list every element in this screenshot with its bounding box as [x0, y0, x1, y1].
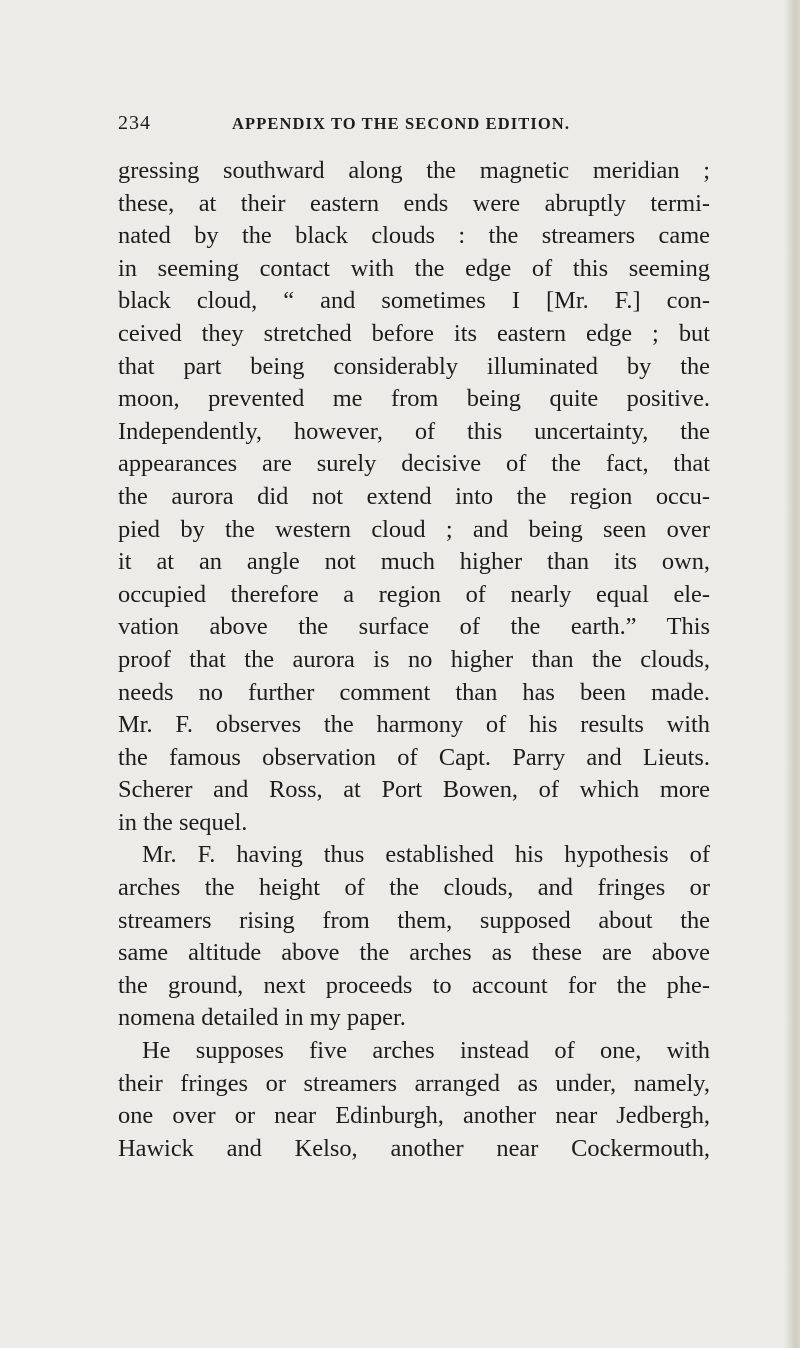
text-line: it at an angle not much higher than its own,	[118, 548, 710, 576]
text-line: needs no further comment than has been made.	[118, 678, 710, 706]
text-line: nated by the black clouds : the streamers came	[118, 222, 710, 250]
text-line: He supposes five arches instead of one, with	[142, 1037, 710, 1065]
text-line: Mr. F. observes the harmony of his results with	[118, 711, 710, 739]
page-edge-shadow	[784, 0, 800, 1348]
text-line: the famous observation of Capt. Parry and Lieuts.	[118, 743, 710, 771]
text-line: in seeming contact with the edge of this seeming	[118, 254, 710, 282]
text-line: nomena detailed in my paper.	[118, 1004, 406, 1032]
text-line: the aurora did not extend into the region occu-	[118, 482, 710, 510]
page-header	[0, 108, 800, 140]
text-line: ceived they stretched before its eastern edge ; but	[118, 319, 710, 347]
text-line: Hawick and Kelso, another near Cockermouth,	[118, 1134, 710, 1162]
text-line: arches the height of the clouds, and fringes or	[118, 874, 710, 902]
text-line: Independently, however, of this uncertainty, the	[118, 417, 710, 445]
text-line: gressing southward along the magnetic meridian ;	[118, 157, 710, 184]
text-line: pied by the western cloud ; and being seen over	[118, 515, 710, 543]
text-line: appearances are surely decisive of the fact, that	[118, 450, 710, 478]
page-number: 234	[118, 112, 151, 134]
text-line: their fringes or streamers arranged as under, namely,	[118, 1069, 710, 1097]
text-line: proof that the aurora is no higher than the clouds,	[118, 645, 710, 673]
text-line: one over or near Edinburgh, another near Jedbergh,	[118, 1102, 710, 1130]
text-line: same altitude above the arches as these are above	[118, 939, 710, 967]
running-head: APPENDIX TO THE SECOND EDITION.	[232, 114, 571, 133]
text-line: occupied therefore a region of nearly equal ele-	[118, 580, 710, 608]
text-line: moon, prevented me from being quite positive.	[118, 385, 710, 413]
body-text	[118, 155, 710, 1165]
text-line: streamers rising from them, supposed about the	[118, 906, 710, 934]
text-line: that part being considerably illuminated by the	[118, 352, 710, 380]
text-line: black cloud, “ and sometimes I [Mr. F.] con-	[118, 287, 710, 315]
text-line: Scherer and Ross, at Port Bowen, of which more	[118, 776, 710, 804]
text-line: in the sequel.	[118, 808, 248, 836]
text-line: vation above the surface of the earth.” This	[118, 613, 710, 641]
text-line: these, at their eastern ends were abruptly termi-	[118, 189, 710, 217]
text-line: the ground, next proceeds to account for the phe-	[118, 971, 710, 999]
text-line: Mr. F. having thus established his hypothesis of	[142, 841, 710, 869]
